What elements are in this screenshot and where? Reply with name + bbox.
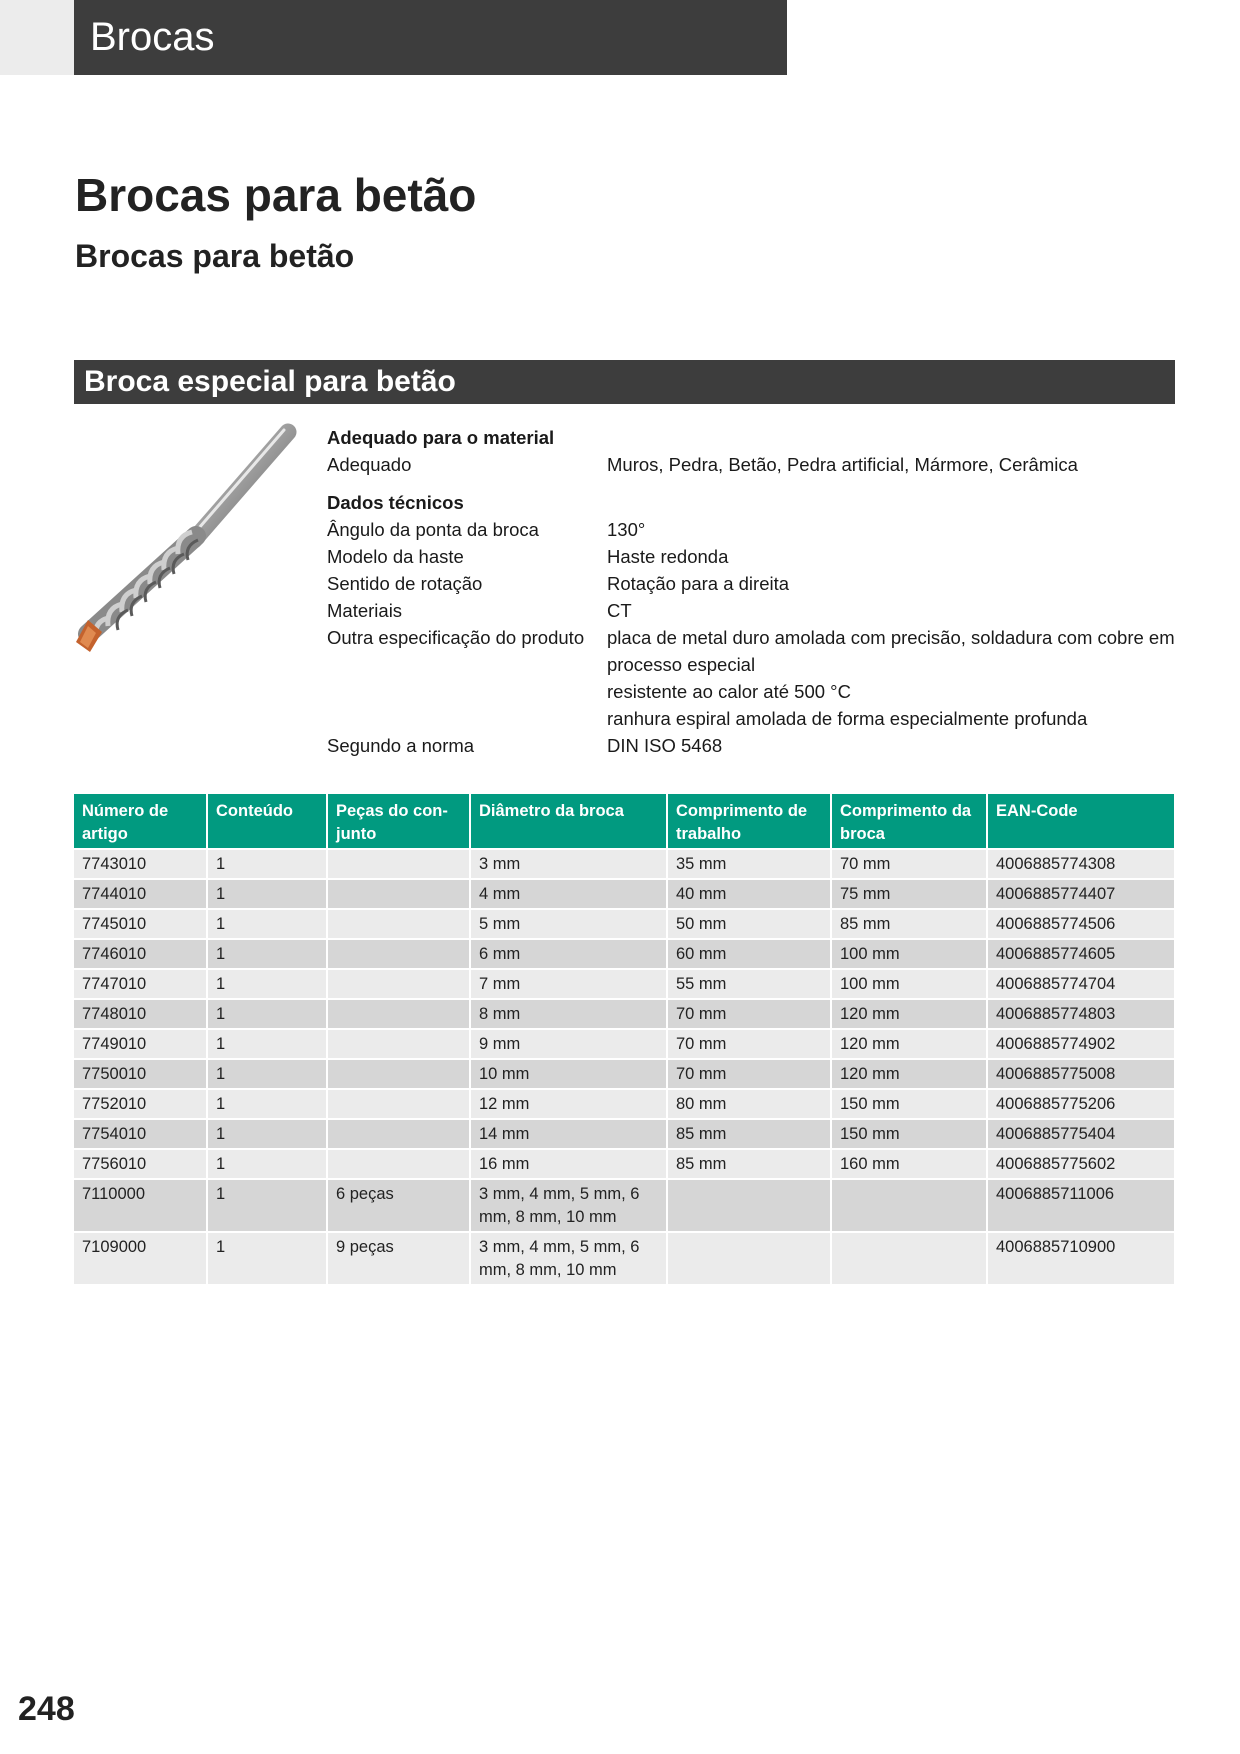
table-row: [74, 969, 1175, 999]
table-row: [74, 1149, 1175, 1179]
table-cell: 120 mm: [831, 1029, 987, 1059]
table-cell: 120 mm: [831, 999, 987, 1029]
spec-row: [327, 516, 1177, 543]
table-row: [74, 909, 1175, 939]
column-header: Comprimento da broca: [831, 794, 987, 849]
table-cell: 7 mm: [470, 969, 667, 999]
table-cell: 80 mm: [667, 1089, 831, 1119]
drill-bit-image: [74, 420, 304, 655]
table-cell: 120 mm: [831, 1059, 987, 1089]
spec-value: [607, 624, 1177, 732]
column-header: EAN-Code: [987, 794, 1175, 849]
spec-row: [327, 732, 1177, 759]
table-cell: 7752010: [74, 1089, 207, 1119]
table-row: [74, 1089, 1175, 1119]
spec-row: [327, 597, 1177, 624]
table-row: [74, 1179, 1175, 1232]
table-cell: [327, 969, 470, 999]
table-row: [74, 1029, 1175, 1059]
material-heading: Adequado para o material: [327, 427, 555, 448]
table-cell: [327, 1149, 470, 1179]
page-title: Brocas para betão: [75, 169, 477, 221]
table-cell: 75 mm: [831, 879, 987, 909]
table-cell: 12 mm: [470, 1089, 667, 1119]
spec-value: [607, 543, 1177, 570]
spec-value-line: resistente ao calor até 500 °C: [607, 681, 851, 702]
table-cell: [327, 849, 470, 879]
table-cell: 4006885775206: [987, 1089, 1175, 1119]
spec-value-line: Haste redonda: [607, 546, 729, 567]
table-cell: 7110000: [74, 1179, 207, 1232]
spec-label: Outra especificação do produto: [327, 627, 585, 648]
table-cell: [831, 1232, 987, 1284]
column-header: Peças do con-junto: [327, 794, 470, 849]
table-cell: 70 mm: [667, 999, 831, 1029]
page-subtitle: Brocas para betão: [75, 238, 355, 274]
spec-row: [327, 543, 1177, 570]
table-cell: 3 mm, 4 mm, 5 mm, 6 mm, 8 mm, 10 mm: [470, 1232, 667, 1284]
table-cell: 1: [207, 909, 327, 939]
table-row: [74, 849, 1175, 879]
page-number: 248: [18, 1690, 75, 1728]
table-cell: [327, 1119, 470, 1149]
table-cell: 4 mm: [470, 879, 667, 909]
spec-row: [327, 624, 1177, 732]
spec-value: [607, 597, 1177, 624]
spec-label: Sentido de rotação: [327, 573, 483, 594]
table-row: [74, 1059, 1175, 1089]
table-cell: 14 mm: [470, 1119, 667, 1149]
spec-value: Muros, Pedra, Betão, Pedra artificial, Mármore, Cerâmica: [607, 454, 1078, 475]
table-cell: 9 mm: [470, 1029, 667, 1059]
section-header-title: Brocas: [90, 15, 215, 59]
table-cell: 7109000: [74, 1232, 207, 1284]
table-cell: 4006885774308: [987, 849, 1175, 879]
spec-label: Modelo da haste: [327, 546, 464, 567]
table-cell: 35 mm: [667, 849, 831, 879]
table-cell: 4006885711006: [987, 1179, 1175, 1232]
table-cell: 4006885775008: [987, 1059, 1175, 1089]
table-cell: 1: [207, 1089, 327, 1119]
table-header-row: [74, 794, 1175, 849]
header-left-strip: [0, 0, 74, 75]
tech-heading: Dados técnicos: [327, 492, 464, 513]
table-cell: 4006885774506: [987, 909, 1175, 939]
table-cell: 10 mm: [470, 1059, 667, 1089]
table-cell: [327, 1029, 470, 1059]
table-cell: 1: [207, 849, 327, 879]
table-cell: 7745010: [74, 909, 207, 939]
table-cell: 160 mm: [831, 1149, 987, 1179]
table-cell: 85 mm: [667, 1149, 831, 1179]
table-cell: 40 mm: [667, 879, 831, 909]
spec-value: [607, 732, 1177, 759]
column-header: Número de artigo: [74, 794, 207, 849]
product-table: [74, 794, 1176, 1284]
table-cell: 70 mm: [831, 849, 987, 879]
table-cell: 1: [207, 1179, 327, 1232]
table-cell: 55 mm: [667, 969, 831, 999]
spec-value-line: placa de metal duro amolada com precisão, soldadura com cobre em processo especial: [607, 627, 1175, 675]
table-cell: 1: [207, 1029, 327, 1059]
table-cell: 7748010: [74, 999, 207, 1029]
spec-value-line: 130°: [607, 519, 646, 540]
spec-label: Ângulo da ponta da broca: [327, 519, 539, 540]
table-cell: 4006885774407: [987, 879, 1175, 909]
section-header: [74, 0, 787, 75]
table-cell: 6 peças: [327, 1179, 470, 1232]
spec-value: [607, 516, 1177, 543]
column-header: Conteúdo: [207, 794, 327, 849]
table-cell: [327, 1089, 470, 1119]
table-cell: 4006885774704: [987, 969, 1175, 999]
table-cell: 7756010: [74, 1149, 207, 1179]
table-cell: [327, 999, 470, 1029]
table-cell: 85 mm: [667, 1119, 831, 1149]
table-cell: 7754010: [74, 1119, 207, 1149]
table-cell: 1: [207, 1059, 327, 1089]
table-cell: 100 mm: [831, 939, 987, 969]
table-cell: 85 mm: [831, 909, 987, 939]
table-cell: 4006885774605: [987, 939, 1175, 969]
table-cell: 4006885710900: [987, 1232, 1175, 1284]
table-cell: [327, 879, 470, 909]
table-cell: 3 mm, 4 mm, 5 mm, 6 mm, 8 mm, 10 mm: [470, 1179, 667, 1232]
table-cell: 7749010: [74, 1029, 207, 1059]
table-row: [74, 939, 1175, 969]
table-cell: [327, 939, 470, 969]
table-cell: 1: [207, 969, 327, 999]
table-cell: [831, 1179, 987, 1232]
table-cell: 7744010: [74, 879, 207, 909]
table-cell: [667, 1179, 831, 1232]
table-cell: 70 mm: [667, 1059, 831, 1089]
spec-value: [607, 570, 1177, 597]
table-cell: 4006885774902: [987, 1029, 1175, 1059]
table-cell: 4006885774803: [987, 999, 1175, 1029]
spec-value-line: ranhura espiral amolada de forma especialmente profunda: [607, 708, 1088, 729]
table-cell: [327, 1059, 470, 1089]
table-cell: 7746010: [74, 939, 207, 969]
spec-value-line: CT: [607, 600, 632, 621]
table-cell: 100 mm: [831, 969, 987, 999]
table-cell: 50 mm: [667, 909, 831, 939]
spec-value-line: DIN ISO 5468: [607, 735, 723, 756]
spec-value-line: Rotação para a direita: [607, 573, 790, 594]
column-header: Comprimento de trabalho: [667, 794, 831, 849]
table-cell: 8 mm: [470, 999, 667, 1029]
product-title-bar: [74, 360, 1175, 404]
product-specs: [327, 424, 1177, 759]
table-cell: 60 mm: [667, 939, 831, 969]
table-cell: 150 mm: [831, 1119, 987, 1149]
table-cell: 1: [207, 999, 327, 1029]
table-cell: [327, 909, 470, 939]
table-cell: 9 peças: [327, 1232, 470, 1284]
table-cell: 7743010: [74, 849, 207, 879]
table-cell: 1: [207, 879, 327, 909]
table-row: [74, 1232, 1175, 1284]
table-body: [74, 849, 1175, 1284]
table-cell: 70 mm: [667, 1029, 831, 1059]
table-cell: 7750010: [74, 1059, 207, 1089]
table-cell: 16 mm: [470, 1149, 667, 1179]
table-cell: 1: [207, 939, 327, 969]
table-cell: 1: [207, 1232, 327, 1284]
table-row: [74, 1119, 1175, 1149]
table-cell: 1: [207, 1119, 327, 1149]
table-cell: 5 mm: [470, 909, 667, 939]
table-cell: 4006885775404: [987, 1119, 1175, 1149]
spec-label: Adequado: [327, 454, 412, 475]
table-row: [74, 879, 1175, 909]
spec-label: Materiais: [327, 600, 403, 621]
table-cell: 6 mm: [470, 939, 667, 969]
column-header: Diâmetro da broca: [470, 794, 667, 849]
table-cell: 3 mm: [470, 849, 667, 879]
table-cell: [667, 1232, 831, 1284]
tech-data-list: [327, 516, 1177, 759]
spec-row-material: [327, 451, 1177, 478]
product-title: Broca especial para betão: [84, 365, 456, 398]
table-cell: 4006885775602: [987, 1149, 1175, 1179]
spec-label: Segundo a norma: [327, 735, 475, 756]
table-row: [74, 999, 1175, 1029]
table-cell: 1: [207, 1149, 327, 1179]
spec-row: [327, 570, 1177, 597]
table-cell: 7747010: [74, 969, 207, 999]
table-cell: 150 mm: [831, 1089, 987, 1119]
